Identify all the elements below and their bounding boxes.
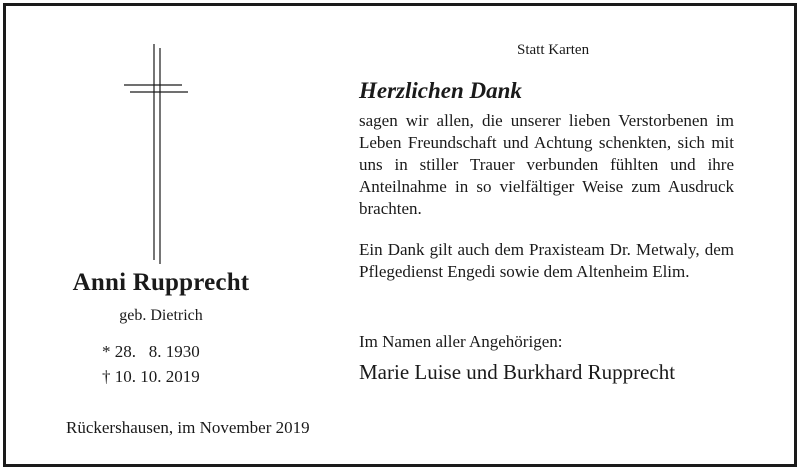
thanks-paragraph: sagen wir allen, die unserer lieben Verstorbenen im Leben Freundschaft und Achtung schenkten, sich mit uns in stiller Trauer verbunden fühlten und ihre Anteilnahme in so vielfältiger Weise zum Ausdruck brachten.: [359, 111, 734, 218]
notice-card: [3, 3, 797, 467]
maiden-name: geb. Dietrich: [119, 307, 203, 324]
deceased-name: Anni Rupprecht: [72, 269, 250, 296]
place-and-date: Rückershausen, im November 2019: [66, 418, 310, 437]
birth-date: * 28. 8. 1930: [102, 342, 200, 361]
headline: Herzlichen Dank: [359, 78, 522, 103]
statt-karten-note: Statt Karten: [517, 42, 590, 58]
life-dates: [102, 339, 200, 389]
special-thanks-paragraph: Ein Dank gilt auch dem Praxisteam Dr. Metwaly, dem Pflegedienst Engedi sowie dem Altenheim Elim.: [359, 240, 734, 281]
signers: Marie Luise und Burkhard Rupprecht: [359, 360, 676, 384]
cross-icon: [124, 44, 194, 264]
death-date: † 10. 10. 2019: [102, 367, 200, 386]
on-behalf-line: Im Namen aller Angehörigen:: [359, 332, 563, 351]
